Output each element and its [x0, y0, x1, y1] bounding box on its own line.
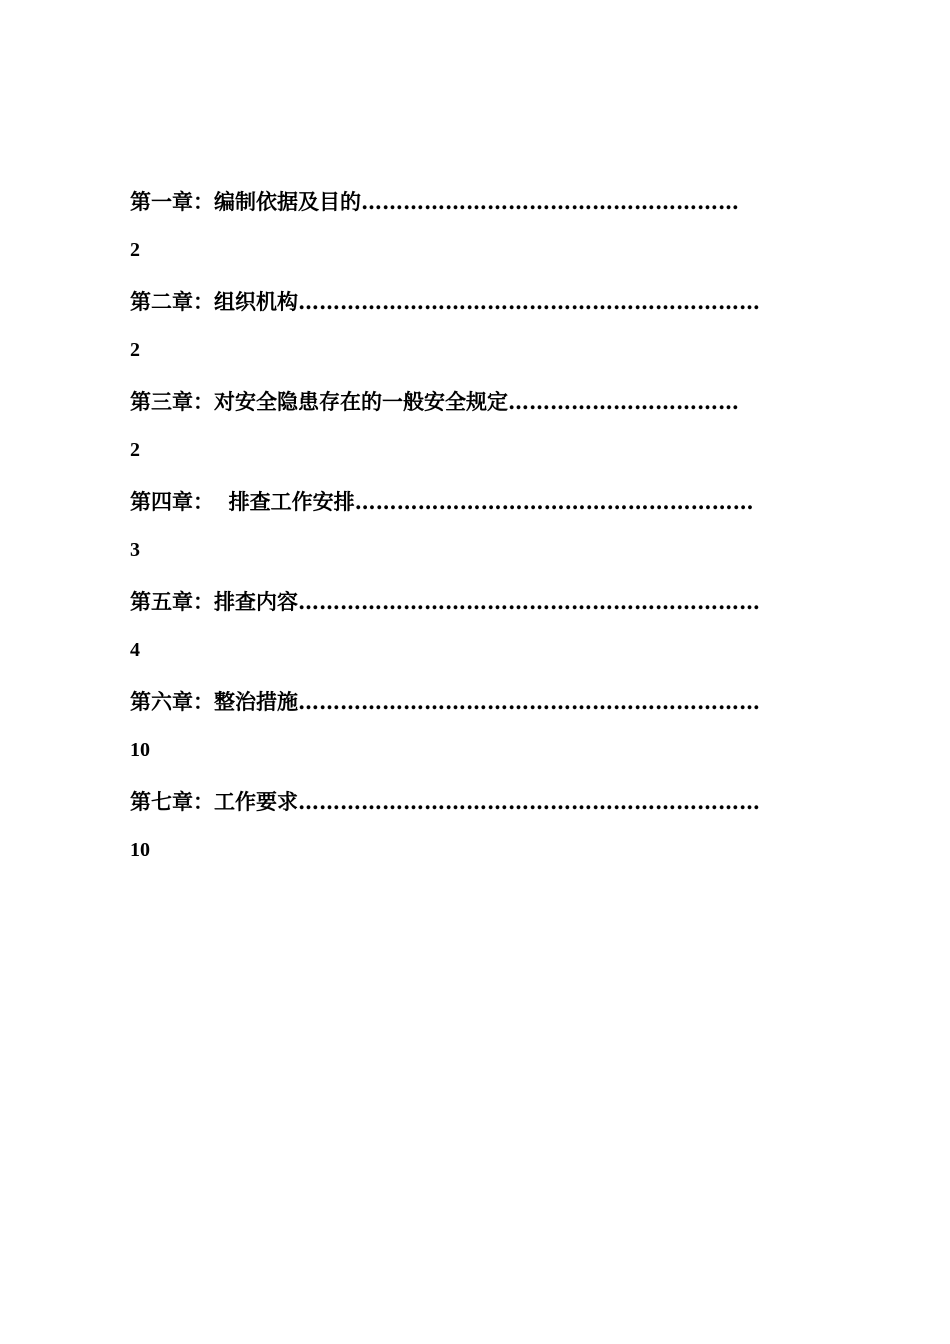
toc-entry-chapter-7[interactable]	[130, 778, 806, 878]
toc-entry-title: 第二章：组织机构…………………………………………………………	[130, 289, 760, 314]
toc-entry-page-number: 4	[130, 639, 140, 661]
table-of-contents	[130, 178, 806, 878]
toc-entry-title: 第七章：工作要求…………………………………………………………	[130, 789, 760, 814]
toc-entry-page-number: 2	[130, 239, 140, 261]
toc-entry-chapter-4[interactable]	[130, 478, 806, 578]
toc-entry-chapter-6[interactable]	[130, 678, 806, 778]
toc-entry-page-number: 2	[130, 339, 140, 361]
toc-entry-page-number: 3	[130, 539, 140, 561]
toc-entry-page-number: 10	[130, 839, 150, 861]
toc-entry-chapter-2[interactable]	[130, 278, 806, 378]
toc-entry-title: 第三章：对安全隐患存在的一般安全规定……………………………	[130, 389, 739, 414]
toc-entry-page-number: 10	[130, 739, 150, 761]
toc-entry-title: 第六章：整治措施…………………………………………………………	[130, 689, 760, 714]
toc-entry-title: 第四章： 排查工作安排…………………………………………………	[130, 489, 754, 514]
toc-entry-title: 第一章：编制依据及目的………………………………………………	[130, 189, 739, 214]
toc-entry-chapter-5[interactable]	[130, 578, 806, 678]
toc-entry-chapter-1[interactable]	[130, 178, 806, 278]
toc-entry-page-number: 2	[130, 439, 140, 461]
toc-entry-chapter-3[interactable]	[130, 378, 806, 478]
toc-entry-title: 第五章：排查内容…………………………………………………………	[130, 589, 760, 614]
